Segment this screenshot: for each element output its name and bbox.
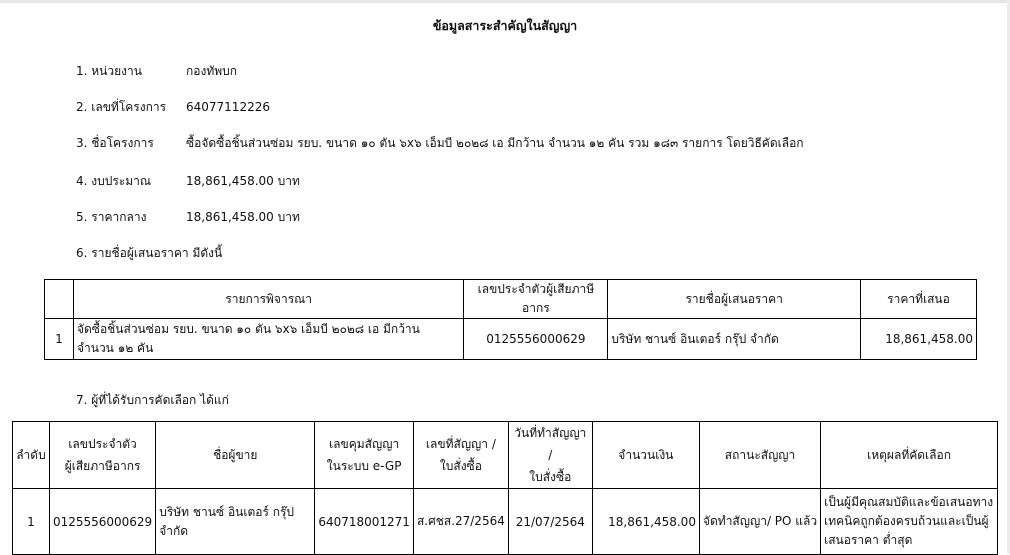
section-selected-heading: 7. ผู้ที่ได้รับการคัดเลือก ได้แก่ [76,393,229,407]
field-project-number-value: 64077112226 [186,100,270,114]
viewer-top-edge [0,0,1010,3]
bidders-col-price: ราคาที่เสนอ [861,280,977,319]
field-project-number-label: 2. เลขที่โครงการ [76,100,167,114]
selected-col-status-text: สถานะสัญญา [724,448,796,462]
selected-col-contract-no-line1: เลขที่สัญญา / [425,437,496,451]
selected-col-contract-date-line1: วันที่ทำสัญญา / [514,426,587,462]
bidders-col-item: รายการพิจารณา [73,280,463,319]
selected-cell-amount: 18,861,458.00 [592,489,699,555]
selected-cell-control-no: 640718001271 [315,489,414,555]
selected-col-vendor [156,422,315,489]
selected-cell-vendor: บริษัท ชานซ์ อินเตอร์ กรุ๊ป จำกัด [156,489,315,555]
field-budget [76,172,300,191]
field-agency-value: กองทัพบก [186,64,238,78]
selected-cell-contract-date: 21/07/2564 [508,489,592,555]
bidders-col-name: รายชื่อผู้เสนอราคา [608,280,861,319]
selected-table-header [13,422,998,489]
field-budget-value: 18,861,458.00 บาท [186,174,300,188]
selected-col-reason [821,422,998,489]
selected-cell-order: 1 [13,489,50,555]
selected-col-taxid-line2: ผู้เสียภาษีอากร [64,459,141,473]
selected-col-taxid [49,422,155,489]
selected-cell-contract-no: ส.ศชส.27/2564 [413,489,508,555]
selected-cell-taxid: 0125556000629 [49,489,155,555]
selected-col-order [13,422,50,489]
table-row [13,489,998,555]
selected-col-control-no-line1: เลขคุมสัญญา [329,437,400,451]
selected-col-amount [592,422,699,489]
selected-col-control-no [315,422,414,489]
bidders-cell-item: จัดซื้อชิ้นส่วนซ่อม รยบ. ขนาด ๑๐ ตัน ๖x๖ เอ็มบี ๒๐๒๘ เอ มีกว้าน จำนวน ๑๒ คัน [73,319,463,360]
bidders-cell-taxid: 0125556000629 [464,319,608,360]
table-row [45,319,977,360]
field-median-price-value: 18,861,458.00 บาท [186,210,300,224]
bidders-table [44,279,977,360]
selected-col-control-no-line2: ในระบบ e-GP [326,459,402,473]
field-project-name-value: ซื้อจัดซื้อชิ้นส่วนซ่อม รยบ. ขนาด ๑๐ ตัน ๖x๖ เอ็มบี ๒๐๒๘ เอ มีกว้าน จำนวน ๑๒ คัน รวม ๑๘๓ รายการ โดยวิธีคัดเลือก [186,136,804,150]
bidders-table-header [45,280,977,319]
field-project-name [76,134,804,153]
field-agency-label: 1. หน่วยงาน [76,64,142,78]
selected-col-contract-no-line2: ใบสั่งซื้อ [439,459,482,473]
selected-col-status [699,422,820,489]
selected-col-reason-text: เหตุผลที่คัดเลือก [867,448,951,462]
selected-cell-reason: เป็นผู้มีคุณสมบัติและข้อเสนอทางเทคนิคถูกต้องครบถ้วนและเป็นผู้เสนอราคา ต่ำสุด [821,489,998,555]
selected-col-contract-no [413,422,508,489]
field-project-name-label: 3. ชื่อโครงการ [76,136,154,150]
selected-vendor-table [12,421,998,555]
document-title: ข้อมูลสาระสำคัญในสัญญา [432,18,578,33]
selected-col-taxid-line1: เลขประจำตัว [68,437,137,451]
field-project-number [76,98,270,117]
bidders-cell-name: บริษัท ชานซ์ อินเตอร์ กรุ๊ป จำกัด [608,319,861,360]
selected-col-vendor-text: ชื่อผู้ขาย [213,448,258,462]
selected-col-order-text: ลำดับ [16,448,46,462]
bidders-cell-price: 18,861,458.00 [861,319,977,360]
bidders-cell-index: 1 [45,319,74,360]
selected-col-contract-date-line2: ใบสั่งซื้อ [529,470,572,484]
field-median-price [76,208,300,227]
selected-cell-status: จัดทำสัญญา/ PO แล้ว [699,489,820,555]
selected-col-amount-text: จำนวนเงิน [618,448,674,462]
bidders-col-taxid: เลขประจำตัวผู้เสียภาษีอากร [464,280,608,319]
field-budget-label: 4. งบประมาณ [76,174,152,188]
section-bidders-heading: 6. รายชื่อผู้เสนอราคา มีดังนี้ [76,246,223,260]
field-median-price-label: 5. ราคากลาง [76,210,147,224]
bidders-col-index [45,280,74,319]
field-agency [76,62,237,81]
selected-col-contract-date [508,422,592,489]
